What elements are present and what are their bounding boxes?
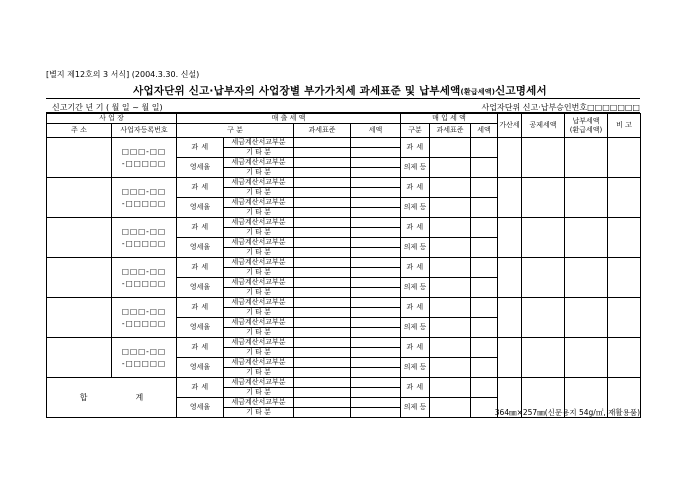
entry-cell[interactable] [294,178,351,188]
entry-cell[interactable] [294,388,351,398]
purchase-taxable-label: 과 세 [401,338,430,358]
reg-no-cell[interactable] [112,138,177,178]
entry-cell[interactable] [471,338,498,358]
entry-cell[interactable] [522,258,565,298]
entry-cell[interactable] [351,218,401,228]
invoice-label: 세금계산서교부분 [224,178,294,188]
purchase-taxable-label: 과 세 [401,258,430,278]
other-label: 기 타 분 [224,188,294,198]
taxable-label: 과 세 [177,138,224,158]
total-label [47,378,177,418]
invoice-label: 세금계산서교부분 [224,378,294,388]
entry-cell[interactable] [351,148,401,158]
entry-cell[interactable] [351,358,401,368]
entry-cell[interactable] [294,318,351,328]
entry-cell[interactable] [565,258,608,298]
other-label: 기 타 분 [224,268,294,278]
zero-rated-label: 영세율 [177,238,224,258]
reg-no-line2: -□□□□□ [121,318,167,328]
invoice-label: 세금계산서교부분 [224,298,294,308]
reg-no-line2: -□□□□□ [121,358,167,368]
entry-cell[interactable] [351,408,401,418]
entry-cell[interactable] [498,178,522,218]
deemed-label: 의제 등 [401,358,430,378]
entry-cell[interactable] [351,228,401,238]
other-label: 기 타 분 [224,388,294,398]
header-remarks: 비 고 [608,114,641,138]
zero-rated-label: 영세율 [177,158,224,178]
entry-cell[interactable] [498,138,522,178]
deemed-label: 의제 등 [401,278,430,298]
entry-cell[interactable] [294,378,351,388]
entry-cell[interactable] [430,198,471,218]
entry-cell[interactable] [430,158,471,178]
entry-cell[interactable] [294,358,351,368]
invoice-label: 세금계산서교부분 [224,358,294,368]
entry-cell[interactable] [608,138,641,178]
taxable-label: 과 세 [177,298,224,318]
entry-cell[interactable] [294,168,351,178]
invoice-label: 세금계산서교부분 [224,238,294,248]
invoice-label: 세금계산서교부분 [224,198,294,208]
entry-cell[interactable] [351,258,401,268]
paper-spec: 364㎜×257㎜(신문용지 54g/㎡, 재활용품) [494,408,640,417]
entry-cell[interactable] [351,318,401,328]
other-label: 기 타 분 [224,348,294,358]
reg-no-cell[interactable] [112,258,177,298]
header-sales-tax-amount: 세액 [351,124,401,138]
purchase-taxable-label: 과 세 [401,138,430,158]
purchase-taxable-label: 과 세 [401,178,430,198]
entry-cell[interactable] [351,178,401,188]
title-top-rule [46,98,640,99]
reg-no-line1: □□□-□□ [121,346,167,356]
title-main: 사업자단위 신고·납부자의 사업장별 부가가치세 과세표준 및 납부세액 [133,85,461,97]
entry-cell[interactable] [294,328,351,338]
entry-cell[interactable] [294,338,351,348]
reg-no-cell[interactable] [112,338,177,378]
entry-cell[interactable] [294,258,351,268]
entry-cell[interactable] [351,338,401,348]
entry-cell[interactable] [565,138,608,178]
reg-no-line1: □□□-□□ [121,146,167,156]
reg-no-line1: □□□-□□ [121,186,167,196]
header-sales-tax-base: 과세표준 [294,124,351,138]
entry-cell[interactable] [430,258,471,278]
entry-cell[interactable] [430,178,471,198]
entry-cell[interactable] [351,368,401,378]
invoice-label: 세금계산서교부분 [224,138,294,148]
invoice-label: 세금계산서교부분 [224,398,294,408]
other-label: 기 타 분 [224,248,294,258]
address-cell[interactable] [47,178,112,218]
zero-rated-label: 영세율 [177,198,224,218]
entry-cell[interactable] [430,318,471,338]
invoice-label: 세금계산서교부분 [224,218,294,228]
entry-cell[interactable] [471,318,498,338]
entry-cell[interactable] [471,278,498,298]
entry-cell[interactable] [294,188,351,198]
total-label-b: 계 [135,392,144,402]
entry-cell[interactable] [294,198,351,208]
entry-cell[interactable] [351,138,401,148]
other-label: 기 타 분 [224,148,294,158]
entry-cell[interactable] [522,218,565,258]
header-deduction-tax: 공제세액 [522,114,565,138]
reg-no-line2: -□□□□□ [121,238,167,248]
entry-cell[interactable] [351,398,401,408]
deemed-label: 의제 등 [401,398,430,418]
entry-cell[interactable] [608,258,641,298]
other-label: 기 타 분 [224,328,294,338]
entry-cell[interactable] [294,238,351,248]
reg-no-cell[interactable] [112,298,177,338]
entry-cell[interactable] [471,158,498,178]
title-suffix: 신고명세서 [495,85,547,97]
title-refund-note: (환급세액) [460,88,496,96]
reg-no-line1: □□□-□□ [121,226,167,236]
entry-cell[interactable] [522,178,565,218]
entry-cell[interactable] [294,228,351,238]
header-payment-tax [565,114,608,138]
entry-cell[interactable] [522,338,565,378]
invoice-label: 세금계산서교부분 [224,318,294,328]
invoice-label: 세금계산서교부분 [224,338,294,348]
entry-cell[interactable] [351,308,401,318]
entry-cell[interactable] [608,218,641,258]
entry-cell[interactable] [351,208,401,218]
payment-tax-label: 납부세액 [572,117,600,126]
zero-rated-label: 영세율 [177,398,224,418]
entry-cell[interactable] [498,258,522,298]
header-additional-tax: 가산세 [498,114,522,138]
address-cell[interactable] [47,338,112,378]
entry-cell[interactable] [430,138,471,158]
report-table [46,113,641,418]
entry-cell[interactable] [471,398,498,418]
entry-cell[interactable] [294,218,351,228]
address-cell[interactable] [47,218,112,258]
reporting-period[interactable]: 신고기간 년 기 ( 월 일 ~ 월 일) [52,103,163,112]
entry-cell[interactable] [351,388,401,398]
other-label: 기 타 분 [224,228,294,238]
reg-no-cell[interactable] [112,178,177,218]
reg-no-line2: -□□□□□ [121,158,167,168]
entry-cell[interactable] [565,178,608,218]
entry-cell[interactable] [522,298,565,338]
entry-cell[interactable] [351,198,401,208]
reg-no-line2: -□□□□□ [121,198,167,208]
entry-cell[interactable] [471,378,498,398]
approval-number[interactable]: 사업자단위 신고·납부승인번호□□□□□□□ [481,103,640,112]
entry-cell[interactable] [294,278,351,288]
entry-cell[interactable] [471,178,498,198]
entry-cell[interactable] [608,338,641,378]
entry-cell[interactable] [351,168,401,178]
other-label: 기 타 분 [224,208,294,218]
entry-cell[interactable] [294,298,351,308]
entry-cell[interactable] [430,278,471,298]
entry-cell[interactable] [430,398,471,418]
entry-cell[interactable] [498,298,522,338]
entry-cell[interactable] [351,288,401,298]
purchase-taxable-label: 과 세 [401,298,430,318]
header-sales-category: 구 분 [177,124,294,138]
entry-cell[interactable] [351,378,401,388]
entry-cell[interactable] [294,348,351,358]
entry-cell[interactable] [430,378,471,398]
form-reference: [별지 제12호의 3 서식] (2004.3.30. 신설) [46,70,200,79]
entry-cell[interactable] [430,298,471,318]
other-label: 기 타 분 [224,368,294,378]
entry-cell[interactable] [294,368,351,378]
entry-cell[interactable] [430,338,471,358]
other-label: 기 타 분 [224,308,294,318]
total-label-a: 합 [79,392,88,402]
entry-cell[interactable] [351,248,401,258]
entry-cell[interactable] [471,258,498,278]
entry-cell[interactable] [498,218,522,258]
other-label: 기 타 분 [224,168,294,178]
header-purchase-tax-base: 과세표준 [430,124,471,138]
entry-cell[interactable] [471,198,498,218]
refund-tax-label: (환급세액) [569,125,603,134]
invoice-label: 세금계산서교부분 [224,258,294,268]
other-label: 기 타 분 [224,408,294,418]
header-address: 주 소 [47,124,112,138]
address-cell[interactable] [47,298,112,338]
address-cell[interactable] [47,138,112,178]
entry-cell[interactable] [294,148,351,158]
entry-cell[interactable] [294,398,351,408]
address-cell[interactable] [47,258,112,298]
entry-cell[interactable] [608,298,641,338]
entry-cell[interactable] [294,248,351,258]
entry-cell[interactable] [294,138,351,148]
entry-cell[interactable] [294,408,351,418]
entry-cell[interactable] [471,138,498,158]
header-sales-tax: 매 출 세 액 [177,114,401,124]
invoice-label: 세금계산서교부분 [224,158,294,168]
reg-no-cell[interactable] [112,218,177,258]
taxable-label: 과 세 [177,338,224,358]
entry-cell[interactable] [294,158,351,168]
entry-cell[interactable] [565,298,608,338]
entry-cell[interactable] [351,268,401,278]
entry-cell[interactable] [351,298,401,308]
header-reg-no: 사업자등록번호 [112,124,177,138]
entry-cell[interactable] [351,238,401,248]
entry-cell[interactable] [471,238,498,258]
entry-cell[interactable] [430,358,471,378]
header-purchase-tax-amount: 세액 [471,124,498,138]
taxable-label: 과 세 [177,258,224,278]
taxable-label: 과 세 [177,178,224,198]
entry-cell[interactable] [565,338,608,378]
form-title [0,83,680,98]
entry-cell[interactable] [351,348,401,358]
header-purchase-tax: 매 입 세 액 [401,114,498,124]
entry-cell[interactable] [351,158,401,168]
entry-cell[interactable] [522,138,565,178]
taxable-label: 과 세 [177,378,224,398]
entry-cell[interactable] [294,288,351,298]
other-label: 기 타 분 [224,288,294,298]
entry-cell[interactable] [294,208,351,218]
deemed-label: 의제 등 [401,318,430,338]
purchase-taxable-label: 과 세 [401,378,430,398]
entry-cell[interactable] [294,308,351,318]
entry-cell[interactable] [608,178,641,218]
zero-rated-label: 영세율 [177,318,224,338]
entry-cell[interactable] [294,268,351,278]
entry-cell[interactable] [471,218,498,238]
purchase-taxable-label: 과 세 [401,218,430,238]
entry-cell[interactable] [498,338,522,378]
reg-no-line2: -□□□□□ [121,278,167,288]
entry-cell[interactable] [565,218,608,258]
reg-no-line1: □□□-□□ [121,266,167,276]
taxable-label: 과 세 [177,218,224,238]
entry-cell[interactable] [430,218,471,238]
entry-cell[interactable] [471,358,498,378]
header-business-site: 사 업 장 [47,114,177,124]
entry-cell[interactable] [351,328,401,338]
header-purchase-category: 구분 [401,124,430,138]
entry-cell[interactable] [430,238,471,258]
deemed-label: 의제 등 [401,238,430,258]
deemed-label: 의제 등 [401,198,430,218]
deemed-label: 의제 등 [401,158,430,178]
invoice-label: 세금계산서교부분 [224,278,294,288]
entry-cell[interactable] [471,298,498,318]
zero-rated-label: 영세율 [177,358,224,378]
reg-no-line1: □□□-□□ [121,306,167,316]
zero-rated-label: 영세율 [177,278,224,298]
entry-cell[interactable] [351,278,401,288]
entry-cell[interactable] [351,188,401,198]
